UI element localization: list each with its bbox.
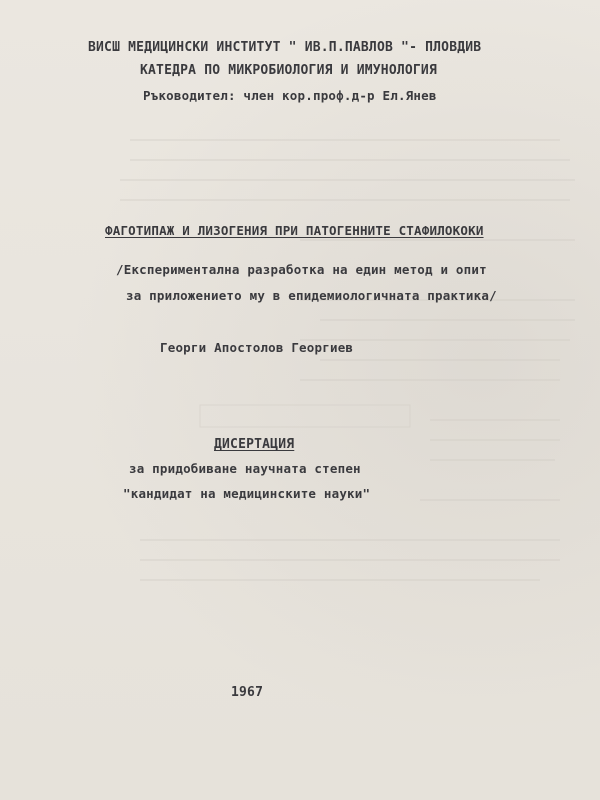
subtitle-line-1: /Експериментална разработка на един метод и опит — [116, 262, 487, 277]
dissertation-label: ДИСЕРТАЦИЯ — [214, 437, 295, 452]
author-name: Георги Апостолов Георгиев — [160, 340, 354, 355]
department-name: КАТЕДРА ПО МИКРОБИОЛОГИЯ И ИМУНОЛОГИЯ — [140, 63, 437, 78]
subtitle-line-2: за приложението му в епидемиологичната практика/ — [126, 288, 497, 303]
supervisor-line: Ръководител: член кор.проф.д-р Ел.Янев — [143, 88, 437, 103]
degree-purpose-line-1: за придобиване научната степен — [129, 461, 361, 476]
degree-purpose-line-2: "кандидат на медицинските науки" — [123, 486, 371, 501]
year: 1967 — [231, 685, 264, 700]
dissertation-title: ФАГОТИПАЖ И ЛИЗОГЕНИЯ ПРИ ПАТОГЕННИТЕ СТАФИЛОКОКИ — [105, 223, 484, 238]
institute-name: ВИСШ МЕДИЦИНСКИ ИНСТИТУТ " ИВ.П.ПАВЛОВ "- ПЛОВДИВ — [88, 40, 482, 55]
